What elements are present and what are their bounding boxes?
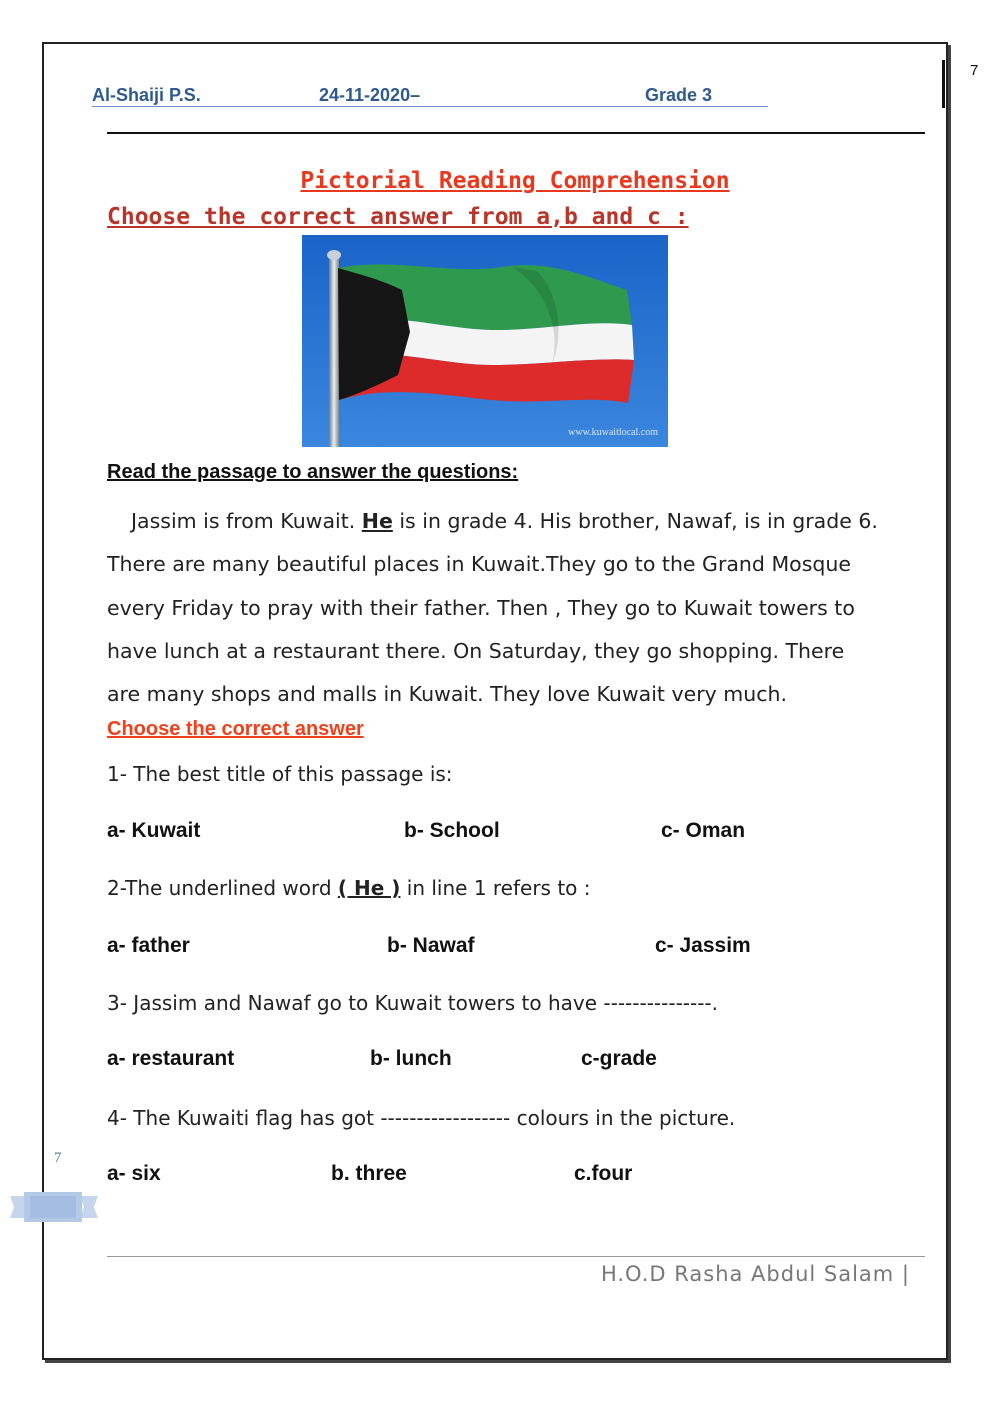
margin-page-number: 7 <box>54 1150 62 1166</box>
kuwait-flag-image <box>302 235 668 447</box>
grade-label: Grade 3 <box>645 85 713 105</box>
school-name: Al-Shaiji P.S. <box>92 85 201 105</box>
underlined-word: He <box>361 509 393 533</box>
q2-option-b: b- Nawaf <box>387 934 475 957</box>
footer-rule <box>107 1256 925 1257</box>
passage-text: Jassim is from Kuwait. <box>131 509 362 533</box>
passage-heading: Read the passage to answer the questions: <box>107 461 519 483</box>
q3-option-a: a- restaurant <box>107 1047 235 1070</box>
question-4: 4- The Kuwaiti flag has got ------------------ colours in the picture. <box>107 1106 736 1130</box>
underlined-word: ( He ) <box>337 876 401 900</box>
q1-option-a: a- Kuwait <box>107 819 201 842</box>
passage <box>107 500 947 716</box>
q3-option-c: c-grade <box>581 1047 657 1070</box>
q2-option-c: c- Jassim <box>655 934 751 957</box>
header-rule <box>107 132 925 134</box>
question-2 <box>107 876 591 900</box>
question-text: 2-The underlined word <box>107 876 338 900</box>
q3-option-b: b- lunch <box>370 1047 452 1070</box>
worksheet-date: 24-11-2020– <box>319 85 421 105</box>
footer-signature: H.O.D Rasha Abdul Salam | <box>600 1262 910 1286</box>
question-1: 1- The best title of this passage is: <box>107 762 453 786</box>
passage-line-2: There are many beautiful places in Kuwait.They go to the Grand Mosque <box>107 552 851 577</box>
question-3: 3- Jassim and Nawaf go to Kuwait towers to have ---------------. <box>107 991 719 1015</box>
q1-option-b: b- School <box>404 819 500 842</box>
passage-text: is in grade 4. His brother, Nawaf, is in grade 6. <box>392 509 878 533</box>
instruction: Choose the correct answer from a,b and c : <box>107 204 689 230</box>
questions-heading: Choose the correct answer <box>107 718 364 740</box>
corner-page-number: 7 <box>970 62 979 79</box>
side-bar <box>942 60 945 108</box>
worksheet-title: Pictorial Reading Comprehension <box>300 168 730 194</box>
passage-line-3: every Friday to pray with their father. Then , They go to Kuwait towers to <box>107 595 855 620</box>
q4-option-a: a- six <box>107 1162 161 1185</box>
q4-option-b: b. three <box>331 1162 407 1185</box>
passage-line-1 <box>107 500 947 543</box>
passage-line-5: are many shops and malls in Kuwait. They love Kuwait very much. <box>107 682 788 707</box>
flag-illustration <box>302 235 668 447</box>
image-watermark: www.kuwaitlocal.com <box>568 427 658 438</box>
q4-option-c: c.four <box>574 1162 633 1185</box>
ribbon-decoration <box>10 1190 98 1224</box>
header-underline <box>92 106 768 107</box>
q1-option-c: c- Oman <box>661 819 746 842</box>
passage-line-4: have lunch at a restaurant there. On Saturday, they go shopping. There <box>107 638 845 663</box>
question-text: in line 1 refers to : <box>400 876 591 900</box>
q2-option-a: a- father <box>107 934 190 957</box>
